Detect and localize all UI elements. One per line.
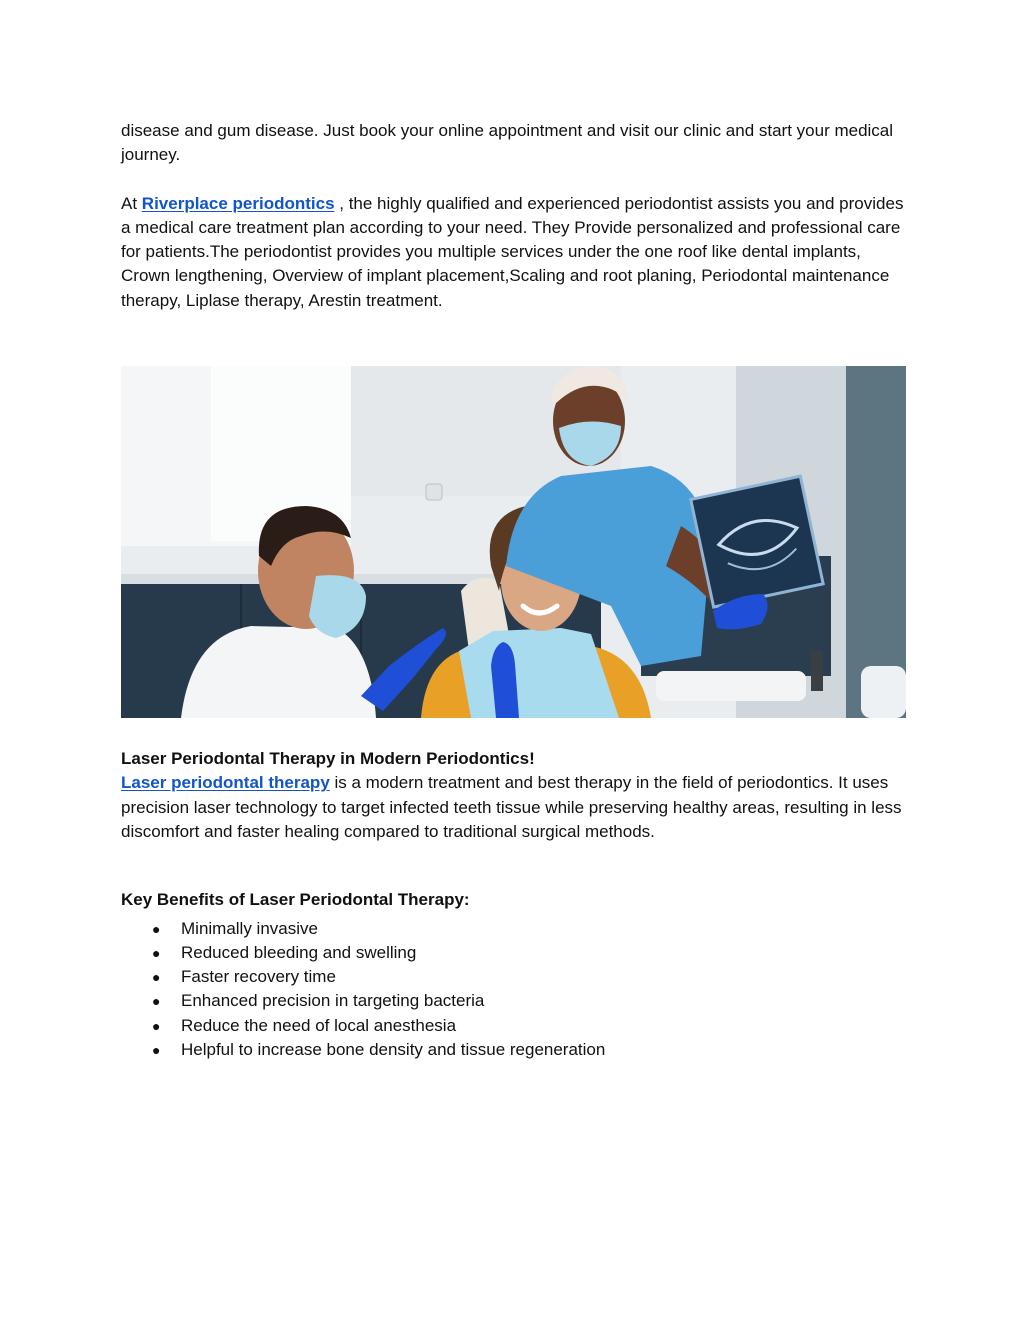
benefits-heading: Key Benefits of Laser Periodontal Therapy: [121, 890, 470, 910]
laser-therapy-text: is a modern treatment and best therapy in the field of periodontics. It uses precision laser technology to target infected teeth tissue while preserving healthy areas, resulting in less discomfort and faster healing compared to traditional surgical methods. [121, 773, 902, 841]
list-item: ● Enhanced precision in targeting bacteria [121, 989, 911, 1013]
intro-paragraph: disease and gum disease. Just book your online appointment and visit our clinic and start your medical journey. [121, 121, 894, 165]
bullet-icon: ● [152, 1017, 161, 1034]
bullet-icon: ● [152, 944, 161, 961]
bullet-icon: ● [152, 920, 161, 937]
bullet-icon: ● [152, 1042, 161, 1059]
services-text: , the highly qualified and experienced periodontist assists you and provides a medical care treatment plan according to your need. They Provide personalized and professional care for patients.The periodontist provides you multiple services under the one roof like dental implants, Crown lengthening, Overview of implant placement,Scaling and root planing, Periodontal maintenance therapy, Liplase therapy, Arestin treatment. [121, 193, 904, 310]
list-item: ● Reduce the need of local anesthesia [121, 1014, 911, 1038]
laser-therapy-paragraph [121, 771, 911, 844]
list-item: ● Faster recovery time [121, 965, 911, 989]
laser-therapy-heading: Laser Periodontal Therapy in Modern Periodontics! [121, 749, 535, 769]
dental-clinic-photo [121, 366, 906, 718]
bullet-icon: ● [152, 969, 161, 986]
services-prefix: At [121, 193, 142, 213]
document-page [121, 119, 911, 1062]
riverplace-periodontics-link[interactable]: Riverplace periodontics [141, 193, 335, 213]
benefits-list [121, 917, 911, 1063]
list-item: ● Reduced bleeding and swelling [121, 941, 911, 965]
list-item: ● Minimally invasive [121, 917, 911, 941]
list-item: ● Helpful to increase bone density and tissue regeneration [121, 1038, 911, 1062]
laser-periodontal-therapy-link[interactable]: Laser periodontal therapy [121, 773, 330, 793]
services-paragraph [121, 192, 911, 313]
bullet-icon: ● [152, 993, 161, 1010]
